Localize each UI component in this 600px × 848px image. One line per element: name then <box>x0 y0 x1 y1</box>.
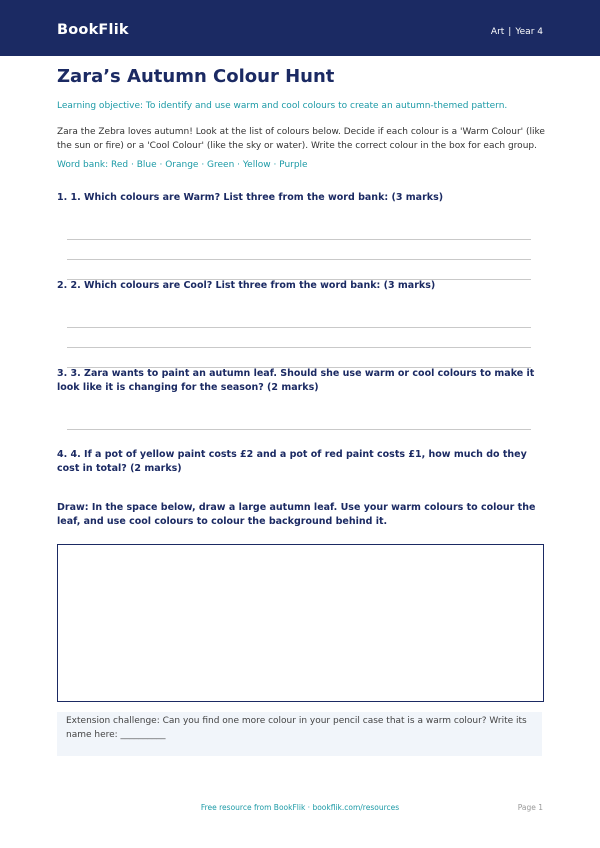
header-bar <box>0 0 600 56</box>
meta-separator: | <box>508 27 512 37</box>
answer-line[interactable] <box>67 347 531 348</box>
question-3: 3. 3. Zara wants to paint an autumn leaf. Should she use warm or cool colours to make it look like it is changing for the season? (2 marks) <box>57 368 535 393</box>
question-2: 2. 2. Which colours are Cool? List three from the word bank: (3 marks) <box>57 280 436 291</box>
learning-objective: Learning objective: To identify and use warm and cool colours to create an autumn-themed pattern. <box>57 101 508 111</box>
answer-line[interactable] <box>67 239 531 240</box>
draw-instruction: Draw: In the space below, draw a large autumn leaf. Use your warm colours to colour the leaf, and use cool colours to colour the background behind it. <box>57 502 536 527</box>
subject-label: Art <box>490 27 505 37</box>
answer-line[interactable] <box>67 429 531 430</box>
answer-line[interactable] <box>67 259 531 260</box>
brand-logo: BookFlik <box>57 22 129 38</box>
drawing-area[interactable] <box>57 544 544 702</box>
page-number: Page 1 <box>517 803 543 812</box>
question-1: 1. 1. Which colours are Warm? List three from the word bank: (3 marks) <box>57 192 444 203</box>
answer-line[interactable] <box>67 327 531 328</box>
footer-text: Free resource from BookFlik · bookflik.com/resources <box>200 803 400 812</box>
extension-box <box>57 712 542 756</box>
intro-text: Zara the Zebra loves autumn! Look at the list of colours below. Decide if each colour is a 'Warm Colour' (like the sun or fire) or a 'Cool Colour' (like the sky or water). Write the correct colour in the box for each group. <box>57 127 545 151</box>
question-4: 4. 4. If a pot of yellow paint costs £2 and a pot of red paint costs £1, how much do they cost in total? (2 marks) <box>57 449 527 474</box>
page-title: Zara’s Autumn Colour Hunt <box>57 66 335 87</box>
header-meta <box>491 27 543 37</box>
word-bank: Word bank: Red · Blue · Orange · Green · Yellow · Purple <box>57 160 308 170</box>
year-label: Year 4 <box>515 27 543 37</box>
extension-text: Extension challenge: Can you find one more colour in your pencil case that is a warm colour? Write its name here: __________ <box>66 716 527 740</box>
